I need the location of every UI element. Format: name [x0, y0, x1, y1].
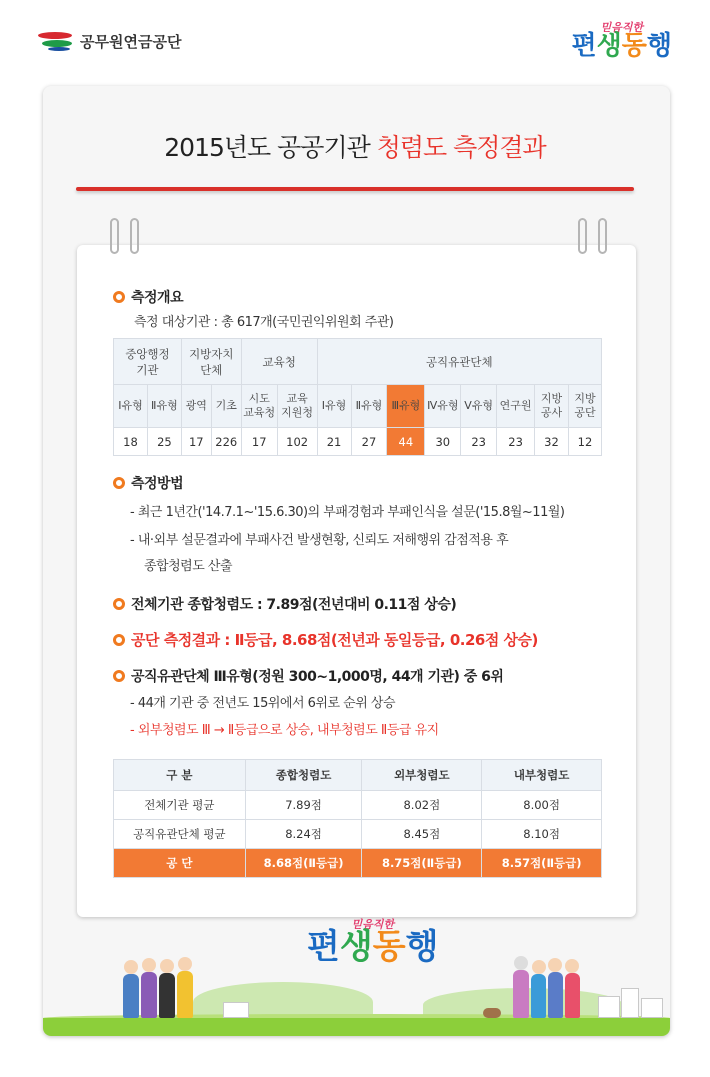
person-figure-icon [141, 972, 157, 1018]
count-cell: 32 [535, 428, 569, 456]
page-title: 2015년도 공공기관 청렴도 측정결과 [164, 133, 546, 162]
group-header: 중앙행정 기관 [114, 339, 182, 385]
group-header: 교육청 [241, 339, 317, 385]
table-cell: 8.45점 [362, 820, 482, 849]
person-figure-icon [565, 973, 580, 1018]
table-row [114, 820, 602, 849]
table-header-cell: 구 분 [114, 760, 246, 791]
bullet-circle-icon [113, 670, 125, 682]
table-cell: 8.00점 [482, 791, 602, 820]
person-figure-icon [531, 974, 546, 1018]
count-cell: 23 [497, 428, 535, 456]
table-row [114, 791, 602, 820]
section-heading-overview: 측정개요 [113, 287, 183, 307]
building-icon [641, 998, 663, 1018]
method-line: 종합청렴도 산출 [144, 559, 233, 574]
house-icon [223, 1002, 249, 1018]
type-header-cell: Ⅲ유형 [387, 385, 425, 428]
table-header-cell: 종합청렴도 [245, 760, 362, 791]
count-cell: 44 [387, 428, 425, 456]
count-cell: 21 [317, 428, 351, 456]
org-name: 공무원연금공단 [80, 32, 182, 51]
type-header-cell: Ⅱ유형 [147, 385, 181, 428]
count-cell: 226 [211, 428, 241, 456]
person-figure-icon [123, 974, 139, 1018]
binder-ring-icon [110, 218, 119, 254]
bullet-circle-icon [113, 598, 125, 610]
type-header-cell: Ⅱ유형 [351, 385, 387, 428]
title-underline [76, 187, 634, 191]
section-heading-ranking: 공직유관단체 Ⅲ유형(정원 300~1,000명, 44개 기관) 중 6위 [113, 666, 503, 686]
type-header-cell: Ⅳ유형 [425, 385, 461, 428]
person-figure-icon [159, 973, 175, 1018]
table-cell: 8.10점 [482, 820, 602, 849]
type-header-cell: 지방 공사 [535, 385, 569, 428]
table-cell: 7.89점 [245, 791, 362, 820]
type-header-cell: 지방 공단 [568, 385, 601, 428]
method-line: - 최근 1년간('14.7.1~'15.6.30)의 부패경험과 부패인식을 설문('15.8월~11월) [130, 505, 565, 520]
method-line: - 내·외부 설문결과에 부패사건 발생현황, 신뢰도 저해행위 감점적용 후 [130, 533, 509, 548]
type-header-cell: 연구원 [497, 385, 535, 428]
type-header-cell: Ⅰ유형 [114, 385, 148, 428]
binder-ring-icon [578, 218, 587, 254]
table-cell: 8.57점(Ⅱ등급) [482, 849, 602, 878]
person-figure-icon [177, 971, 193, 1018]
table-row-highlight [114, 849, 602, 878]
building-icon [598, 996, 620, 1018]
slogan-logo-bottom: 믿음직한 편생동행 [307, 918, 439, 967]
type-header-cell: 기초 [211, 385, 241, 428]
target-institutions-text: 측정 대상기관 : 총 617개(국민권익위원회 주관) [134, 315, 394, 330]
logo-mark-icon [38, 30, 72, 52]
table-cell: 전체기관 평균 [114, 791, 246, 820]
table-header-cell: 내부청렴도 [482, 760, 602, 791]
table-cell: 8.75점(Ⅱ등급) [362, 849, 482, 878]
type-header-cell: 교육 지원청 [277, 385, 317, 428]
person-figure-icon [513, 970, 529, 1018]
ranking-line: - 44개 기관 중 전년도 15위에서 6위로 순위 상승 [130, 696, 396, 711]
bullet-circle-icon [113, 291, 125, 303]
binder-ring-icon [130, 218, 139, 254]
count-cell: 12 [568, 428, 601, 456]
header [0, 0, 710, 90]
count-cell: 102 [277, 428, 317, 456]
count-cell: 18 [114, 428, 148, 456]
building-icon [621, 988, 639, 1018]
count-cell: 17 [241, 428, 277, 456]
section-heading-agency-result: 공단 측정결과 : Ⅱ등급, 8.68점(전년과 동일등급, 0.26점 상승) [113, 629, 538, 650]
table-cell: 공직유관단체 평균 [114, 820, 246, 849]
table-cell: 8.24점 [245, 820, 362, 849]
table-cell: 공 단 [114, 849, 246, 878]
slogan-logo-top: 믿음직한 편생동행 [571, 21, 672, 61]
org-logo[interactable] [38, 30, 181, 52]
table-cell: 8.68점(Ⅱ등급) [245, 849, 362, 878]
dog-icon [483, 1008, 501, 1018]
binder-ring-icon [598, 218, 607, 254]
type-header-cell: Ⅰ유형 [317, 385, 351, 428]
count-cell: 17 [181, 428, 211, 456]
type-header-cell: Ⅴ유형 [461, 385, 497, 428]
group-header: 지방자치 단체 [181, 339, 241, 385]
bullet-circle-icon [113, 477, 125, 489]
integrity-score-table [113, 759, 602, 878]
count-cell: 27 [351, 428, 387, 456]
person-figure-icon [548, 972, 563, 1018]
table-header-cell: 외부청렴도 [362, 760, 482, 791]
institution-count-table [113, 338, 602, 456]
type-header-cell: 광역 [181, 385, 211, 428]
group-header: 공직유관단체 [317, 339, 601, 385]
bullet-circle-icon [113, 634, 125, 646]
section-heading-overall-score: 전체기관 종합청렴도 : 7.89점(전년대비 0.11점 상승) [113, 594, 456, 614]
count-cell: 30 [425, 428, 461, 456]
count-cell: 25 [147, 428, 181, 456]
table-cell: 8.02점 [362, 791, 482, 820]
count-cell: 23 [461, 428, 497, 456]
ranking-line-highlight: - 외부청렴도 Ⅲ → Ⅱ등급으로 상승, 내부청렴도 Ⅱ등급 유지 [130, 723, 439, 738]
section-heading-method: 측정방법 [113, 473, 183, 493]
type-header-cell: 시도 교육청 [241, 385, 277, 428]
